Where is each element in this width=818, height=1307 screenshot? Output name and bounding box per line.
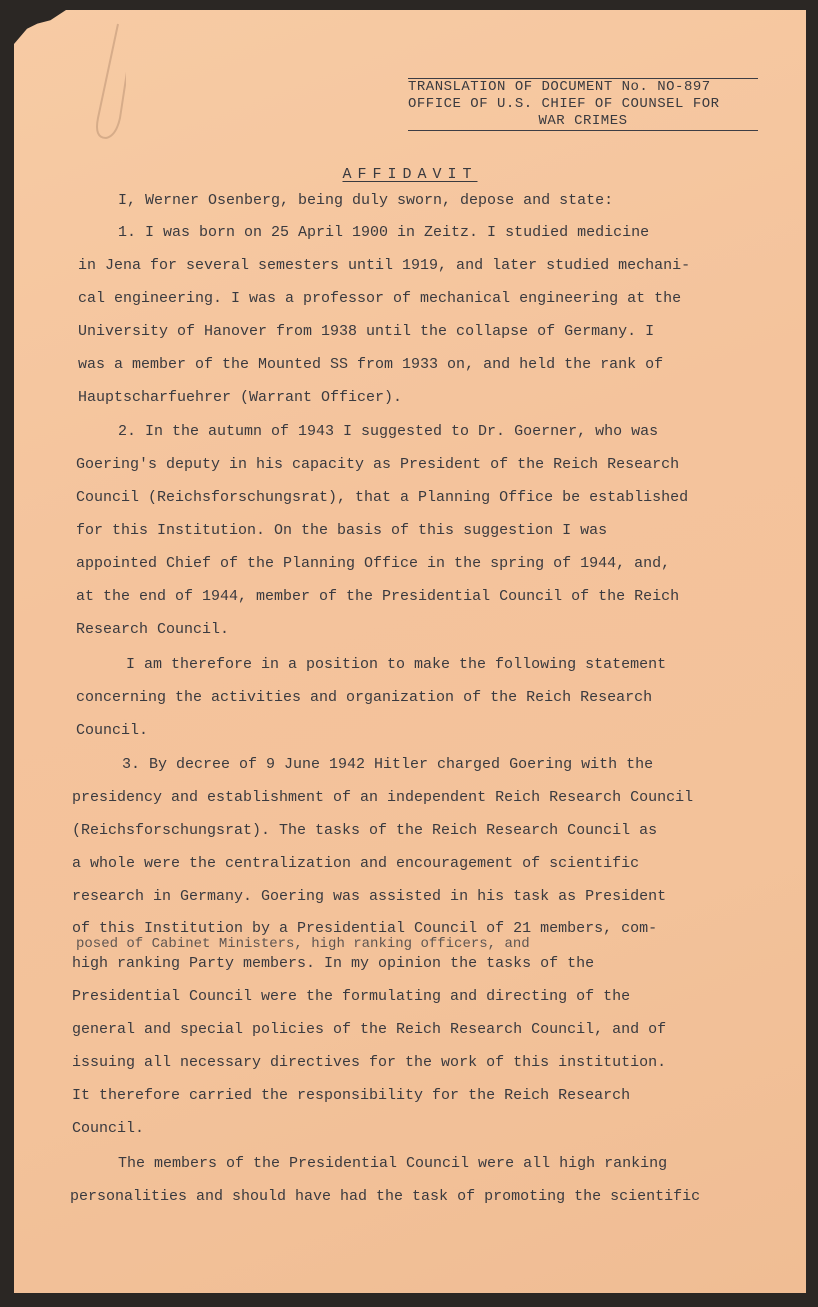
text-line: appointed Chief of the Planning Office in the spring of 1944, and,: [76, 555, 671, 572]
document-header: [408, 78, 758, 131]
text-line: I am therefore in a position to make the following statement: [126, 656, 667, 673]
text-line: a whole were the centralization and encouragement of scientific: [72, 855, 640, 872]
header-line-3: WAR CRIMES: [538, 113, 628, 129]
paperclip-mark: [86, 22, 126, 142]
text-line: Hauptscharfuehrer (Warrant Officer).: [78, 389, 403, 406]
text-line: 1. I was born on 25 April 1900 in Zeitz. I studied medicine: [118, 224, 650, 241]
header-line-1: TRANSLATION OF DOCUMENT No. NO-897: [408, 79, 711, 95]
text-line: issuing all necessary directives for the work of this institution.: [72, 1054, 667, 1071]
text-line: at the end of 1944, member of the Presidential Council of the Reich: [76, 588, 680, 605]
text-line: for this Institution. On the basis of this suggestion I was: [76, 522, 608, 539]
text-line: It therefore carried the responsibility for the Reich Research: [72, 1087, 631, 1104]
torn-corner: [14, 10, 66, 44]
text-line: general and special policies of the Reich Research Council, and of: [72, 1021, 667, 1038]
text-line: Presidential Council were the formulating and directing of the: [72, 988, 631, 1005]
text-line: University of Hanover from 1938 until the collapse of Germany. I: [78, 323, 655, 340]
text-line: concerning the activities and organization of the Reich Research: [76, 689, 653, 706]
text-line: Council.: [76, 722, 149, 739]
header-line-2: OFFICE OF U.S. CHIEF OF COUNSEL FOR: [408, 96, 720, 112]
text-line: Council.: [72, 1120, 145, 1137]
text-line: Council (Reichsforschungsrat), that a Planning Office be established: [76, 489, 689, 506]
affidavit-title: AFFIDAVIT: [342, 166, 478, 183]
text-line: 2. In the autumn of 1943 I suggested to Dr. Goerner, who was: [118, 423, 659, 440]
text-line: in Jena for several semesters until 1919, and later studied mechani-: [78, 257, 691, 274]
text-line: was a member of the Mounted SS from 1933 on, and held the rank of: [78, 356, 664, 373]
document-page: [14, 10, 806, 1293]
text-line: 3. By decree of 9 June 1942 Hitler charged Goering with the: [122, 756, 654, 773]
text-line: Goering's deputy in his capacity as President of the Reich Research: [76, 456, 680, 473]
text-line: I, Werner Osenberg, being duly sworn, depose and state:: [118, 192, 614, 209]
text-line: The members of the Presidential Council were all high ranking: [118, 1155, 668, 1172]
text-line: Research Council.: [76, 621, 230, 638]
text-line: of this Institution by a Presidential Council of 21 members, com-: [72, 920, 658, 937]
header-bottom-rule: [408, 130, 758, 131]
text-line: cal engineering. I was a professor of mechanical engineering at the: [78, 290, 682, 307]
text-line: presidency and establishment of an independent Reich Research Council: [72, 789, 694, 806]
text-line: high ranking Party members. In my opinion the tasks of the: [72, 955, 595, 972]
text-line: (Reichsforschungsrat). The tasks of the Reich Research Council as: [72, 822, 658, 839]
text-line: research in Germany. Goering was assisted in his task as President: [72, 888, 667, 905]
text-line-overtyped: posed of Cabinet Ministers, high ranking officers, and: [76, 936, 530, 952]
text-line: personalities and should have had the task of promoting the scientific: [70, 1188, 701, 1205]
